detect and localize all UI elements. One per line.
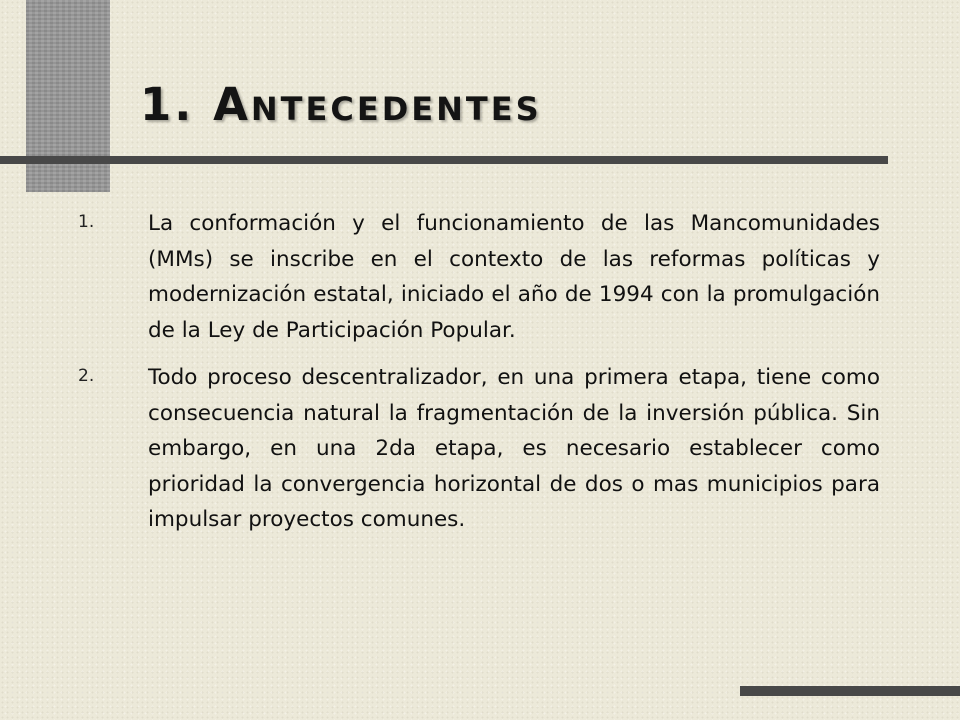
list-item-text: La conformación y el funcionamiento de las Mancomunidades (MMs) se inscribe en el contexto de las reformas políticas y modernización estatal, iniciado el año de 1994 con la promulgación de la Ley de Participación Popular. xyxy=(148,211,880,343)
list-item xyxy=(78,360,880,538)
list-item-number: 1. xyxy=(78,212,95,232)
list-item xyxy=(78,206,880,348)
list-item-number: 2. xyxy=(78,366,95,386)
slide-title: 1. Antecedentes xyxy=(140,78,542,131)
decorative-bottom-bar xyxy=(740,686,960,696)
content-list xyxy=(78,206,880,550)
list-item-text: Todo proceso descentralizador, en una primera etapa, tiene como consecuencia natural la fragmentación de la inversión pública. Sin embargo, en una 2da etapa, es necesario establecer como prioridad la convergencia horizontal de dos o mas municipios para impulsar proyectos comunes. xyxy=(148,365,880,532)
title-underline-bar xyxy=(0,156,888,164)
